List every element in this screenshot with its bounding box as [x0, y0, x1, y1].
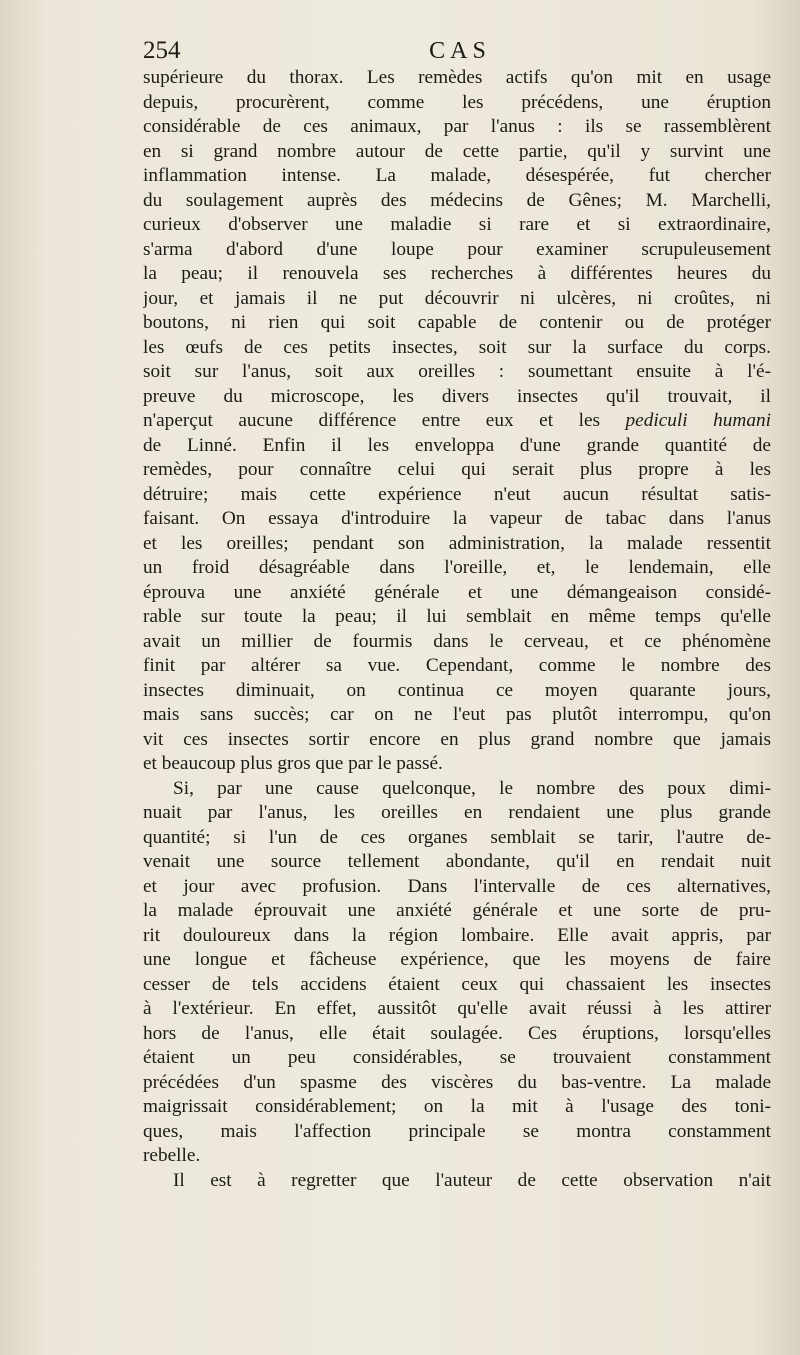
text-line-content: du soulagement auprès des médecins de Gênes; M. Marchelli, — [143, 189, 771, 211]
text-line-content: cesser de tels accidens étaient ceux qui chassaient les insectes — [143, 973, 771, 995]
text-line — [143, 311, 771, 336]
text-line — [143, 213, 771, 238]
text-line — [143, 679, 771, 704]
text-line — [143, 66, 771, 91]
text-line-content: n'aperçut aucune différence entre eux et les — [143, 410, 601, 431]
text-line — [143, 703, 771, 728]
text-line-content: faisant. On essaya d'introduire la vapeur de tabac dans l'anus — [143, 508, 771, 529]
text-line-content: inflammation intense. La malade, désespérée, fut chercher — [143, 165, 771, 186]
text-line — [143, 287, 771, 312]
text-line — [143, 654, 771, 679]
text-line-content: la malade éprouvait une anxiété générale et une sorte de pru- — [143, 900, 771, 921]
text-line-content: éprouva une anxiété générale et une démangeaison considé- — [143, 581, 771, 603]
text-line — [143, 483, 771, 508]
text-line — [143, 752, 771, 777]
text-line — [143, 1120, 771, 1145]
text-line-content: supérieure du thorax. Les remèdes actifs qu'on mit en usage — [143, 67, 771, 88]
page-number: 254 — [143, 37, 181, 64]
text-line-content: et jour avec profusion. Dans l'intervalle de ces alternatives, — [143, 875, 771, 897]
text-line — [143, 360, 771, 385]
text-line-content: ques, mais l'affection principale se montra constamment — [143, 1120, 771, 1142]
text-line-content: hors de l'anus, elle était soulagée. Ces éruptions, lorsqu'elles — [143, 1022, 771, 1044]
text-line-content: étaient un peu considérables, se trouvaient constamment — [143, 1047, 771, 1068]
text-line — [143, 336, 771, 361]
text-line — [143, 777, 771, 802]
text-line-content: Si, par une cause quelconque, le nombre des poux dimi- — [173, 777, 771, 799]
text-line — [143, 409, 771, 434]
text-line — [143, 605, 771, 630]
text-line — [143, 458, 771, 483]
text-line-content: curieux d'observer une maladie si rare et si extraordinaire, — [143, 214, 771, 235]
text-line — [143, 1144, 771, 1169]
text-line-content: avait un millier de fourmis dans le cerveau, et ce phénomène — [143, 630, 771, 652]
text-line-content: s'arma d'abord d'une loupe pour examiner scrupuleusement — [143, 238, 771, 260]
text-line — [143, 1169, 771, 1194]
text-line-content: vit ces insectes sortir encore en plus grand nombre que jamais — [143, 728, 771, 750]
text-line — [143, 850, 771, 875]
text-line-content: rit douloureux dans la région lombaire. Elle avait appris, par — [143, 924, 771, 946]
text-line — [143, 556, 771, 581]
text-line — [143, 434, 771, 459]
body-text — [143, 66, 771, 1193]
text-line — [143, 532, 771, 557]
text-line-content: considérable de ces animaux, par l'anus : ils se rassemblèrent — [143, 116, 771, 137]
italic-term: pediculi humani — [625, 410, 771, 431]
text-line-content: depuis, procurèrent, comme les précédens, une éruption — [143, 91, 771, 113]
text-line — [143, 1071, 771, 1096]
text-line-content: une longue et fâcheuse expérience, que les moyens de faire — [143, 949, 771, 970]
text-line — [143, 924, 771, 949]
running-head: CAS — [429, 38, 491, 64]
text-line-content: rebelle. — [143, 1145, 201, 1166]
text-line-content: les œufs de ces petits insectes, soit sur la surface du corps. — [143, 336, 771, 358]
text-line-content: de Linné. Enfin il les enveloppa d'une grande quantité de — [143, 434, 771, 456]
text-line-content: Il est à regretter que l'auteur de cette observation n'ait — [173, 1169, 771, 1191]
text-line — [143, 262, 771, 287]
text-line-content: et les oreilles; pendant son administration, la malade ressentit — [143, 532, 771, 554]
text-line — [143, 140, 771, 165]
text-line-content: la peau; il renouvela ses recherches à différentes heures du — [143, 263, 771, 284]
text-line-content: nuait par l'anus, les oreilles en rendaient une plus grande — [143, 802, 771, 823]
text-line — [143, 581, 771, 606]
text-line — [143, 164, 771, 189]
text-line — [143, 189, 771, 214]
text-line-content: preuve du microscope, les divers insectes qu'il trouvait, il — [143, 385, 771, 407]
text-line — [143, 826, 771, 851]
text-line — [143, 507, 771, 532]
text-line — [143, 1022, 771, 1047]
text-line — [143, 899, 771, 924]
text-line-content: maigrissait considérablement; on la mit à l'usage des toni- — [143, 1096, 771, 1117]
text-line — [143, 1095, 771, 1120]
text-line-content: insectes diminuait, on continua ce moyen quarante jours, — [143, 679, 771, 701]
text-line-content: soit sur l'anus, soit aux oreilles : soumettant ensuite à l'é- — [143, 361, 771, 382]
text-line-content: à l'extérieur. En effet, aussitôt qu'elle avait réussi à les attirer — [143, 998, 771, 1019]
text-line-content: remèdes, pour connaître celui qui serait plus propre à les — [143, 459, 771, 480]
text-line — [143, 973, 771, 998]
text-line — [143, 801, 771, 826]
text-line — [143, 1046, 771, 1071]
text-line-content: finit par altérer sa vue. Cependant, comme le nombre des — [143, 655, 771, 676]
text-line — [143, 238, 771, 263]
text-line-content: quantité; si l'un de ces organes semblait se tarir, l'autre de- — [143, 826, 771, 848]
text-line-content: précédées d'un spasme des viscères du bas-ventre. La malade — [143, 1071, 771, 1093]
text-line — [143, 875, 771, 900]
text-line — [143, 91, 771, 116]
text-line-content: en si grand nombre autour de cette partie, qu'il y survint une — [143, 140, 771, 162]
text-line-content: un froid désagréable dans l'oreille, et, le lendemain, elle — [143, 557, 771, 578]
text-line-content: venait une source tellement abondante, qu'il en rendait nuit — [143, 851, 771, 872]
text-line — [143, 630, 771, 655]
text-line — [143, 115, 771, 140]
text-line — [143, 997, 771, 1022]
text-line — [143, 948, 771, 973]
text-line-content: et beaucoup plus gros que par le passé. — [143, 753, 443, 774]
text-line-content: rable sur toute la peau; il lui semblait en même temps qu'elle — [143, 606, 771, 627]
text-line-content: boutons, ni rien qui soit capable de contenir ou de protéger — [143, 312, 771, 333]
text-line-content: jour, et jamais il ne put découvrir ni ulcères, ni croûtes, ni — [143, 287, 771, 309]
text-line-content: mais sans succès; car on ne l'eut pas plutôt interrompu, qu'on — [143, 704, 771, 725]
text-line — [143, 385, 771, 410]
text-line-content: détruire; mais cette expérience n'eut aucun résultat satis- — [143, 483, 771, 505]
text-line — [143, 728, 771, 753]
page-header — [143, 36, 777, 68]
